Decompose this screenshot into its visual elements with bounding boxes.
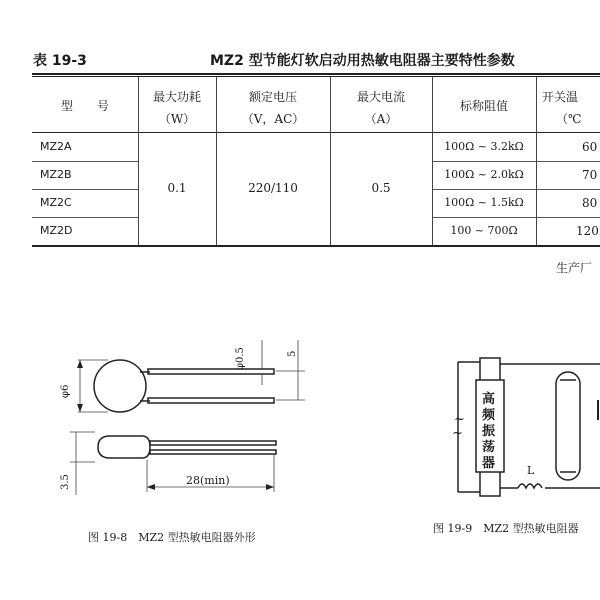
figure-19-8-caption: 图 19-8 MZ2 型热敏电阻器外形 bbox=[88, 531, 256, 544]
thermistor-disc bbox=[94, 360, 146, 412]
header-max-power: 最大功耗 bbox=[152, 90, 201, 104]
header-nominal-resistance: 标称阻值 bbox=[459, 99, 508, 113]
row-rule bbox=[32, 161, 138, 162]
max-power-value: 0.1 bbox=[167, 181, 187, 195]
header-switch-temp-unit: （℃ bbox=[556, 112, 582, 126]
dim-line-5 bbox=[276, 340, 305, 400]
header-max-current-unit: （A） bbox=[364, 112, 398, 126]
lamp-tube bbox=[556, 372, 580, 480]
table-bottom-rule bbox=[32, 245, 600, 247]
inductor-label: L bbox=[527, 464, 535, 477]
oscillator-label-char: 高 bbox=[482, 392, 496, 407]
model-cell: MZ2B bbox=[40, 168, 72, 181]
header-switch-temp: 开关温 bbox=[542, 90, 579, 104]
row-rule bbox=[432, 161, 600, 162]
switch-temp-cell: 70 bbox=[582, 168, 598, 182]
dim-label-28: 28(min) bbox=[186, 474, 230, 487]
table-title: MZ2 型节能灯软启动用热敏电阻器主要特性参数 bbox=[210, 53, 515, 69]
table-top-rule-thin bbox=[32, 76, 600, 77]
figure-19-9-caption: 图 19-9 MZ2 型热敏电阻器 bbox=[433, 522, 579, 535]
model-cell: MZ2A bbox=[40, 140, 72, 153]
disc-lead-stubs bbox=[140, 372, 150, 401]
column-rule bbox=[536, 77, 537, 245]
lamp-filaments bbox=[560, 380, 576, 472]
row-rule bbox=[32, 217, 138, 218]
oscillator-label-char: 振 bbox=[482, 424, 496, 439]
switch-temp-cell: 60 bbox=[582, 140, 598, 154]
table-top-rule bbox=[32, 73, 600, 75]
resistance-cell: 100Ω ~ 1.5kΩ bbox=[444, 196, 524, 209]
table-number: 表 19-3 bbox=[33, 53, 87, 69]
dim-label-35: 3.5 bbox=[60, 474, 71, 490]
output-wires bbox=[500, 364, 600, 488]
switch-temp-cell: 120 bbox=[576, 224, 599, 238]
model-cell: MZ2D bbox=[40, 224, 73, 237]
dim-label-phi05: φ0.5 bbox=[235, 347, 246, 370]
thermistor-side-body bbox=[98, 436, 150, 458]
row-rule bbox=[432, 217, 600, 218]
switch-temp-cell: 80 bbox=[582, 196, 598, 210]
rated-voltage-value: 220/110 bbox=[248, 181, 298, 195]
max-current-value: 0.5 bbox=[371, 181, 391, 195]
model-cell: MZ2C bbox=[40, 196, 72, 209]
header-max-power-unit: （W） bbox=[158, 112, 196, 126]
side-lower-lead bbox=[150, 450, 276, 454]
ac-source-icon: ~ bbox=[452, 426, 463, 441]
dim-label-5: 5 bbox=[287, 350, 298, 357]
table-header-rule bbox=[32, 132, 600, 133]
row-rule bbox=[432, 189, 600, 190]
dim-line-35 bbox=[70, 432, 95, 495]
oscillator-label-char: 器 bbox=[482, 456, 496, 471]
header-rated-voltage: 额定电压 bbox=[248, 90, 297, 104]
header-model: 型 号 bbox=[60, 99, 109, 113]
ac-source-icon: ~ bbox=[454, 412, 465, 427]
header-rated-voltage-unit: （V，AC） bbox=[241, 112, 305, 126]
inductor-coil bbox=[518, 484, 542, 488]
oscillator-label-char: 荡 bbox=[482, 440, 496, 455]
header-max-current: 最大电流 bbox=[356, 90, 405, 104]
upper-lead bbox=[148, 369, 274, 374]
oscillator-label-char: 频 bbox=[482, 408, 496, 423]
resistance-cell: 100 ~ 700Ω bbox=[450, 224, 518, 237]
thermistor-outline-drawing bbox=[0, 320, 330, 520]
resistance-cell: 100Ω ~ 3.2kΩ bbox=[444, 140, 524, 153]
row-rule bbox=[32, 189, 138, 190]
lower-lead bbox=[148, 398, 274, 403]
dim-label-phi6: φ6 bbox=[60, 384, 71, 398]
resistance-cell: 100Ω ~ 2.0kΩ bbox=[444, 168, 524, 181]
side-upper-lead bbox=[150, 441, 276, 445]
footer-note: 生产厂 bbox=[556, 261, 593, 275]
